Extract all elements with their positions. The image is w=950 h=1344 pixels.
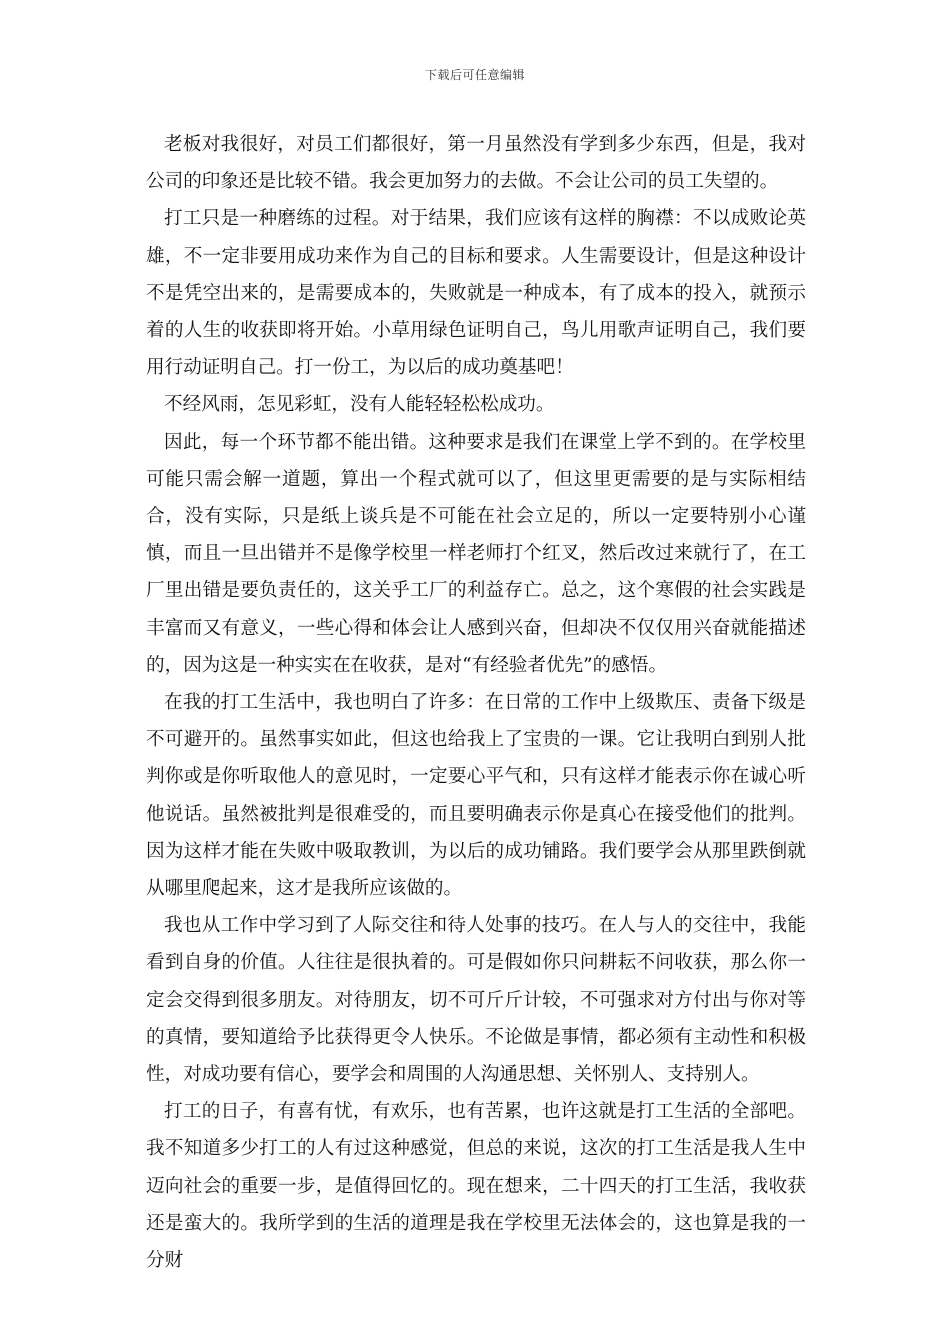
- paragraph: 打工的日子，有喜有忧，有欢乐，也有苦累，也许这就是打工生活的全部吧。我不知道多少打工的人有过这种感觉，但总的来说，这次的打工生活是我人生中迈向社会的重要一步，是值得回忆的。现在想来，二十四天的打工生活，我收获还是蛮大的。我所学到的生活的道理是我在学校里无法体会的，这也算是我的一分财: [146, 1101, 806, 1272]
- paragraph: 因此，每一个环节都不能出错。这种要求是我们在课堂上学不到的。在学校里可能只需会解一道题，算出一个程式就可以了，但这里更需要的是与实际相结合，没有实际，只是纸上谈兵是不可能在社会立足的，所以一定要特别小心谨慎，而且一旦出错并不是像学校里一样老师打个红叉，然后改过来就行了，在工厂里出错是要负责任的，这关乎工厂的利益存亡。总之，这个寒假的社会实践是丰富而又有意义，一些心得和体会让人感到兴奋，但却决不仅仅用兴奋就能描述的，因为这是一种实实在在收获，是对“有经验者优先”的感悟。: [146, 431, 806, 676]
- paragraph: 老板对我很好，对员工们都很好，第一月虽然没有学到多少东西，但是，我对公司的印象还是比较不错。我会更加努力的去做。不会让公司的员工失望的。: [146, 134, 806, 193]
- paragraph: 在我的打工生活中，我也明白了许多：在日常的工作中上级欺压、责备下级是不可避开的。虽然事实如此，但这也给我上了宝贵的一课。它让我明白到别人批判你或是你听取他人的意见时，一定要心平气和，只有这样才能表示你在诚心听他说话。虽然被批判是很难受的，而且要明确表示你是真心在接受他们的批判。因为这样才能在失败中吸取教训，为以后的成功铺路。我们要学会从那里跌倒就从哪里爬起来，这才是我所应该做的。: [146, 692, 806, 900]
- paragraph: 不经风雨，怎见彩虹，没有人能轻轻松松成功。: [164, 394, 555, 416]
- document-body: [146, 126, 806, 1279]
- page-header: 下载后可任意编辑: [424, 68, 525, 82]
- paragraph: 我也从工作中学习到了人际交往和待人处事的技巧。在人与人的交往中，我能看到自身的价值。人往往是很执着的。可是假如你只问耕耘不问收获，那么你一定会交得到很多朋友。对待朋友，切不可斤斤计较，不可强求对方付出与你对等的真情，要知道给予比获得更令人快乐。不论做是事情，都必须有主动性和积极性，对成功要有信心，要学会和周围的人沟通思想、关怀别人、支持别人。: [146, 915, 806, 1086]
- paragraph: 打工只是一种磨练的过程。对于结果，我们应该有这样的胸襟：不以成败论英雄，不一定非要用成功来作为自己的目标和要求。人生需要设计，但是这种设计不是凭空出来的，是需要成本的，失败就是一种成本，有了成本的投入，就预示着的人生的收获即将开始。小草用绿色证明自己，鸟儿用歌声证明自己，我们要用行动证明自己。打一份工，为以后的成功奠基吧！: [146, 208, 806, 379]
